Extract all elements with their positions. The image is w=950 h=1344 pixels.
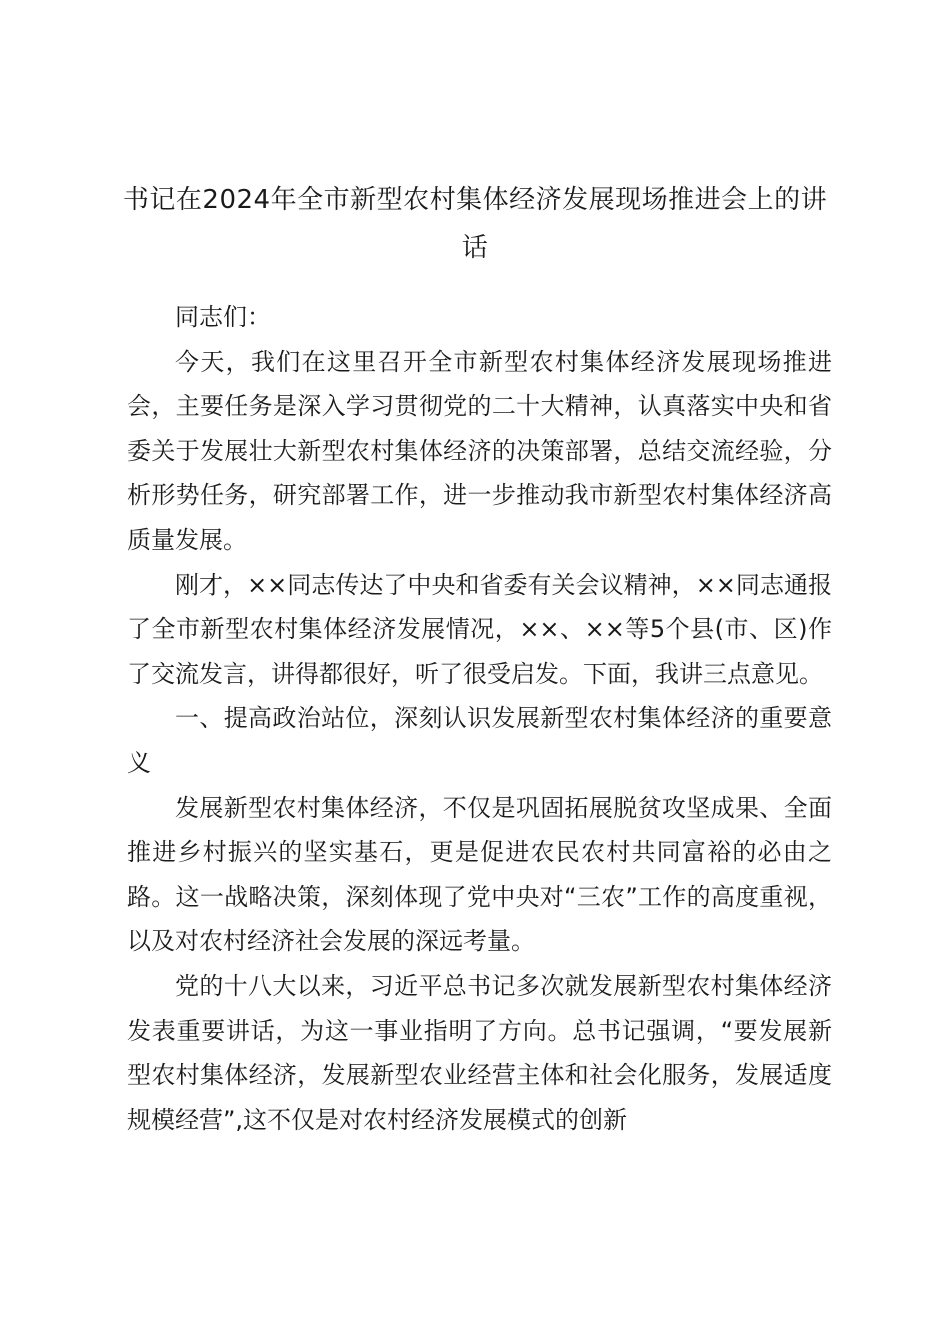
section-heading: 一、提高政治站位，深刻认识发展新型农村集体经济的重要意义 xyxy=(127,704,832,777)
paragraph: 今天，我们在这里召开全市新型农村集体经济发展现场推进会，主要任务是深入学习贯彻党的二十大精神，认真落实中央和省委关于发展壮大新型农村集体经济的决策部署，总结交流经验，分析形势任务，研究部署工作，进一步推动我市新型农村集体经济高质量发展。 xyxy=(127,347,832,554)
salutation: 同志们： xyxy=(175,303,271,331)
document-title: 书记在2024年全市新型农村集体经济发展现场推进会上的讲话 xyxy=(122,185,828,263)
paragraph: 党的十八大以来，习近平总书记多次就发展新型农村集体经济发表重要讲话，为这一事业指明了方向。总书记强调，“要发展新型农村集体经济，发展新型农业经营主体和社会化服务，发展适度规模经营”,这不仅是对农村经济发展模式的创新 xyxy=(127,971,832,1134)
document-body xyxy=(127,295,832,1142)
paragraph: 发展新型农村集体经济，不仅是巩固拓展脱贫攻坚成果、全面推进乡村振兴的坚实基石，更是促进农民农村共同富裕的必由之路。这一战略决策，深刻体现了党中央对“三农”工作的高度重视，以及对农村经济社会发展的深远考量。 xyxy=(127,793,832,956)
paragraph: 刚才，××同志传达了中央和省委有关会议精神，××同志通报了全市新型农村集体经济发展情况，××、××等5个县(市、区)作了交流发言，讲得都很好，听了很受启发。下面，我讲三点意见。 xyxy=(127,570,832,688)
